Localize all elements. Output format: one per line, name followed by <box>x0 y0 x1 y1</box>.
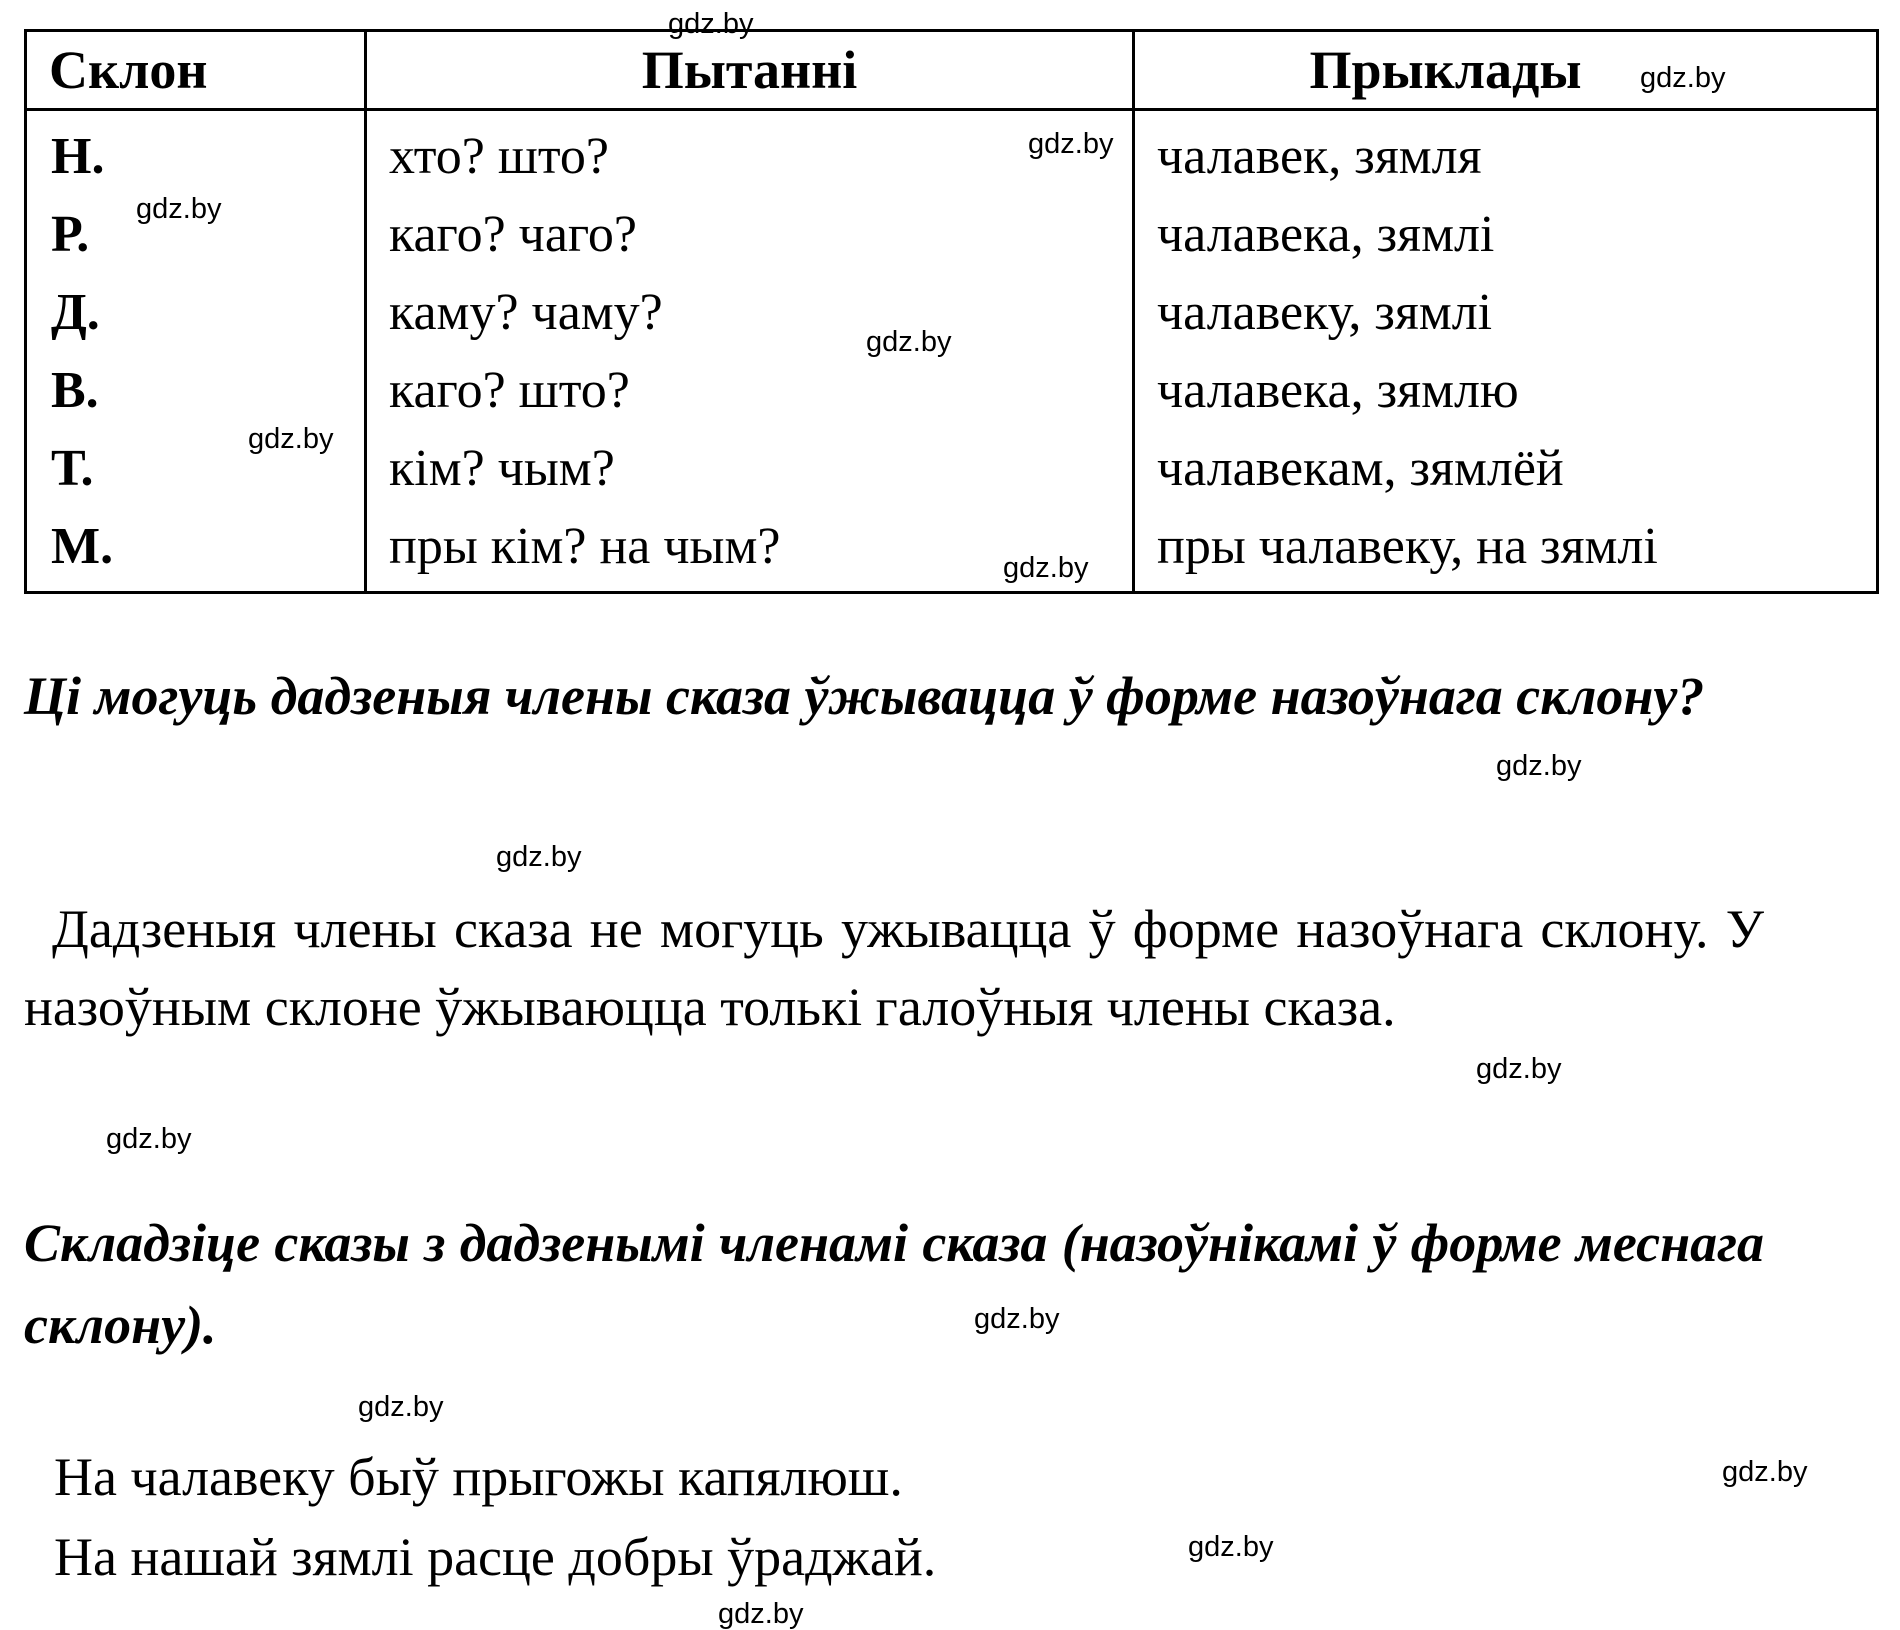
table-row <box>26 110 1878 196</box>
table-row <box>26 273 1878 351</box>
watermark: gdz.by <box>866 326 952 358</box>
case-cell: М. <box>26 507 366 593</box>
watermark: gdz.by <box>1028 128 1114 160</box>
case-cell: Р. <box>26 195 366 273</box>
example-cell: чалавека, зямлі <box>1157 205 1495 263</box>
watermark: gdz.by <box>1640 62 1726 94</box>
answer-1: Дадзеныя члены сказа не могуць ужывацца ў форме назоўнага склону. У назоўным склоне ўжываюцца толькі галоўныя члены сказа. <box>24 899 1764 1037</box>
question-cell: каго? што? <box>366 351 1134 429</box>
watermark: gdz.by <box>1003 552 1089 584</box>
watermark: gdz.by <box>136 193 222 225</box>
case-cell: Т. <box>26 429 366 507</box>
example-cell: чалавекам, зямлёй <box>1157 439 1564 497</box>
question-2: Складзіце сказы з дадзенымі членамі сказа (назоўнікамі ў форме меснага склону). <box>24 1213 1764 1355</box>
header-case: Склон <box>26 31 366 110</box>
example-cell: чалавек, зямля <box>1157 127 1482 185</box>
watermark: gdz.by <box>668 8 754 40</box>
watermark: gdz.by <box>974 1303 1060 1335</box>
example-cell: пры чалавеку, на зямлі <box>1157 517 1658 575</box>
watermark: gdz.by <box>1476 1053 1562 1085</box>
watermark: gdz.by <box>358 1391 444 1423</box>
example-cell: чалавека, зямлю <box>1157 361 1519 419</box>
table-row <box>26 195 1878 273</box>
case-cell: Д. <box>26 273 366 351</box>
example-cell: чалавеку, зямлі <box>1157 283 1493 341</box>
watermark: gdz.by <box>248 423 334 455</box>
header-questions: Пытанні <box>366 31 1134 110</box>
watermark: gdz.by <box>1722 1456 1808 1488</box>
question-cell: каму? чаму? <box>366 273 1134 351</box>
header-examples: Прыклады <box>1134 31 1878 110</box>
question-cell: каго? чаго? <box>366 195 1134 273</box>
watermark: gdz.by <box>496 841 582 873</box>
cases-table <box>24 29 1879 594</box>
case-cell: В. <box>26 351 366 429</box>
case-cell: Н. <box>26 110 366 196</box>
sentence-2: На нашай зямлі расце добры ўраджай. <box>54 1527 937 1587</box>
watermark: gdz.by <box>1496 750 1582 782</box>
table-header-row <box>26 31 1878 110</box>
question-1: Ці могуць дадзеныя члены сказа ўжывацца ў форме назоўнага склону? <box>24 666 1705 726</box>
sentence-1: На чалавеку быў прыгожы капялюш. <box>54 1447 903 1507</box>
watermark: gdz.by <box>106 1123 192 1155</box>
question-cell: кім? чым? <box>366 429 1134 507</box>
question-cell: хто? што? <box>366 110 1134 196</box>
table-row <box>26 507 1878 593</box>
table-row <box>26 351 1878 429</box>
watermark: gdz.by <box>1188 1531 1274 1563</box>
question-cell: пры кім? на чым? <box>366 507 1134 593</box>
watermark: gdz.by <box>718 1598 804 1630</box>
